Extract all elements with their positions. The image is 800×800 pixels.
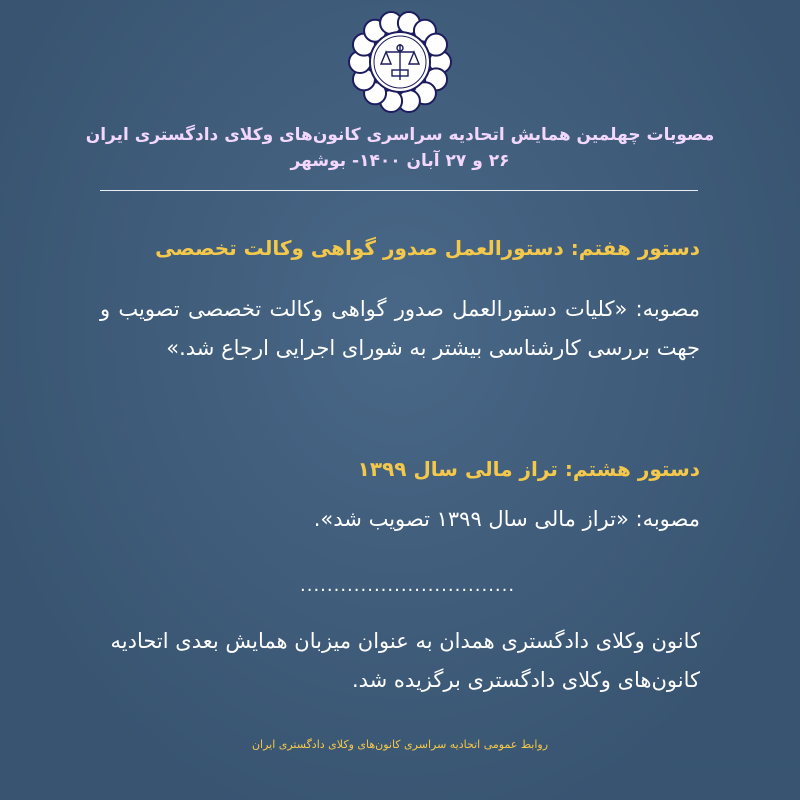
document-header (60, 122, 740, 174)
agenda-8-title: دستور هشتم: تراز مالی سال ۱۳۹۹ (357, 457, 700, 481)
public-relations-credit: روابط عمومی اتحادیه سراسری کانون‌های وکلای دادگستری ایران (251, 738, 549, 751)
header-divider (100, 190, 698, 191)
agenda-7-title: دستور هفتم: دستورالعمل صدور گواهی وکالت تخصصی (155, 236, 700, 260)
section-separator: ................................ (300, 575, 516, 596)
agenda-item-7 (100, 236, 700, 260)
agenda-item-8 (100, 457, 700, 481)
host-announcement: کانون وکلای دادگستری همدان به عنوان میزبان همایش بعدی اتحادیه کانون‌های وکلای دادگستری برگزیده شد. (110, 629, 700, 692)
agenda-item-7-body (100, 290, 700, 368)
header-date-location: ۲۶ و ۲۷ آبان ۱۴۰۰- بوشهر (290, 151, 510, 171)
agenda-8-resolution: مصوبه: «تراز مالی سال ۱۳۹۹ تصویب شد». (313, 507, 700, 531)
agenda-item-8-body (100, 500, 700, 539)
agenda-7-resolution: مصوبه: «کلیات دستورالعمل صدور گواهی وکالت تخصصی تصویب و جهت بررسی کارشناسی بیشتر به شورای اجرایی ارجاع شد.» (100, 297, 700, 360)
bar-association-emblem-icon (346, 8, 454, 116)
header-title: مصوبات چهلمین همایش اتحادیه سراسری کانون‌های وکلای دادگستری ایران (85, 125, 715, 145)
